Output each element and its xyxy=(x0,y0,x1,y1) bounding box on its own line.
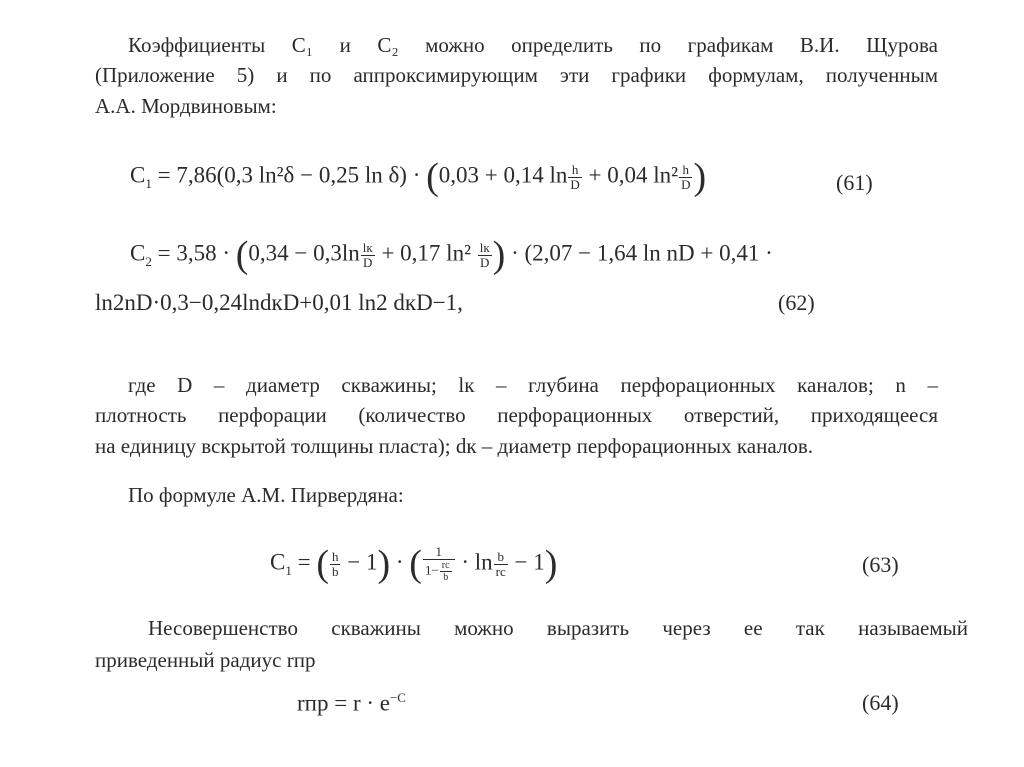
eq61-frac-1-num: h xyxy=(568,163,581,178)
eq63-frac-complex-num: 1 xyxy=(423,545,455,560)
where-line-2: плотность перфорации (количество перфорационных отверстий, приходящееся xyxy=(95,403,938,427)
eq62-frac-1-den: D xyxy=(363,254,373,270)
equation-64-number: (64) xyxy=(862,690,899,715)
eq63-frac-inner-num: rc xyxy=(441,560,450,571)
eq63-frac-inner-den: b xyxy=(443,572,449,583)
eq62-lhs-sub: 2 xyxy=(145,253,152,269)
eq61-part3: + 0,04 ln² xyxy=(582,162,679,188)
eq63-lhs-sub: 1 xyxy=(285,562,292,578)
eq64-exponent: −C xyxy=(389,690,406,705)
eq63-frac-complex-den-pre: 1− xyxy=(424,562,439,578)
eq63-frac-brc-den: rc xyxy=(495,563,506,579)
imperfect-line-2: приведенный радиус rпр xyxy=(95,648,316,672)
eq62-lhs: C xyxy=(130,240,146,266)
eq61-part1: = 7,86(0,3 ln²δ − 0,25 ln δ) · xyxy=(157,162,427,188)
eq62-part4: · (2,07 − 1,64 ln nD + 0,41 · xyxy=(505,240,773,266)
equation-62: $C_2 = 3,58 \cdot (0,34 - 0,3\ln$ $\frac{lк}{D}$ + 0,17 ln² $\frac{lк}{D}$ ) · (2,07 − 1,64 ln nD + 0,41 · xyxy=(130,234,773,276)
eq62-frac-2-num: lк xyxy=(479,239,490,255)
equation-62-number: (62) xyxy=(778,290,815,315)
pirverdyan-heading: По формуле А.М. Пирвердяна: xyxy=(128,483,404,507)
eq62-part1: = 3,58 · xyxy=(157,240,236,266)
eq61-frac-1-den: D xyxy=(570,176,580,192)
eq63-dot: · xyxy=(390,549,410,575)
equation-64 xyxy=(297,690,406,717)
equation-61-number: (61) xyxy=(836,170,873,195)
eq63-frac-inner xyxy=(440,560,452,583)
where-line-1: где D – диаметр скважины; lк – глубина перфорационных каналов; n – xyxy=(128,373,938,397)
imperfect-line-1: Несовершенство скважины можно выразить через ее так называемый xyxy=(148,616,968,640)
intro-line-1: Коэффициенты C₁ и C₂ можно определить по графикам В.И. Щурова xyxy=(128,33,938,57)
eq61-frac-2-den: D xyxy=(681,176,691,192)
eq61-lhs-sub: 1 xyxy=(145,175,152,191)
eq61-lhs: C xyxy=(130,162,146,188)
eq63-minus-1: − 1 xyxy=(341,549,378,575)
intro-line-2: (Приложение 5) и по аппроксимирующим эти графики формулам, полученным xyxy=(95,63,938,87)
eq61-frac-1 xyxy=(568,163,581,192)
eq64-text: rпр = r · e xyxy=(297,690,390,716)
eq61-part2: 0,03 + 0,14 ln xyxy=(438,162,568,188)
eq62-frac-1 xyxy=(361,241,375,270)
equation-63: $C_1$ = ( $\frac{h}{b}$ − 1) · ( 1 1− $\frac{rc}{b}$ · ln $\frac{b}{rc}$ − 1) xyxy=(270,543,558,585)
eq61-frac-2 xyxy=(679,163,692,192)
eq62-frac-2-den: D xyxy=(479,254,490,270)
eq63-lhs: C xyxy=(270,549,286,575)
eq63-frac-brc-num: b xyxy=(494,550,508,565)
where-line-3: на единицу вскрытой толщины пласта); dк – диаметр перфорационных каналов. xyxy=(95,434,813,458)
eq61-frac-2-num: h xyxy=(679,163,692,178)
intro-line-3: А.А. Мордвиновым: xyxy=(95,94,277,118)
eq62-part2: 0,34 − 0,3ln xyxy=(248,240,360,266)
eq63-frac-hb-num: h xyxy=(331,548,339,564)
eq62-frac-2 xyxy=(478,241,492,270)
eq63-frac-brc xyxy=(494,550,508,579)
eq63-frac-complex xyxy=(423,545,455,583)
equation-61: $C_1 = 7,86(0,3$ ln²δ − 0,25 ln δ) · (0,03 + 0,14 ln $\frac{h}{D}$ + 0,04 ln² $\frac{h}{D}$ ) xyxy=(130,156,707,198)
eq63-minus-2: − 1 xyxy=(508,549,545,575)
eq63-frac-hb-den: b xyxy=(331,563,339,579)
eq63-frac-hb xyxy=(330,550,341,579)
eq63-eq-sign: = xyxy=(297,549,317,575)
equation-62-line-2: ln2nD·0,3−0,24lndкD+0,01 ln2 dкD−1, xyxy=(95,290,463,315)
eq63-ln: · ln xyxy=(455,549,493,575)
eq63-frac-complex-den xyxy=(423,560,455,583)
equation-63-number: (63) xyxy=(862,552,899,577)
eq62-frac-1-num: lк xyxy=(362,239,373,255)
eq62-part3: + 0,17 ln² xyxy=(375,240,477,266)
